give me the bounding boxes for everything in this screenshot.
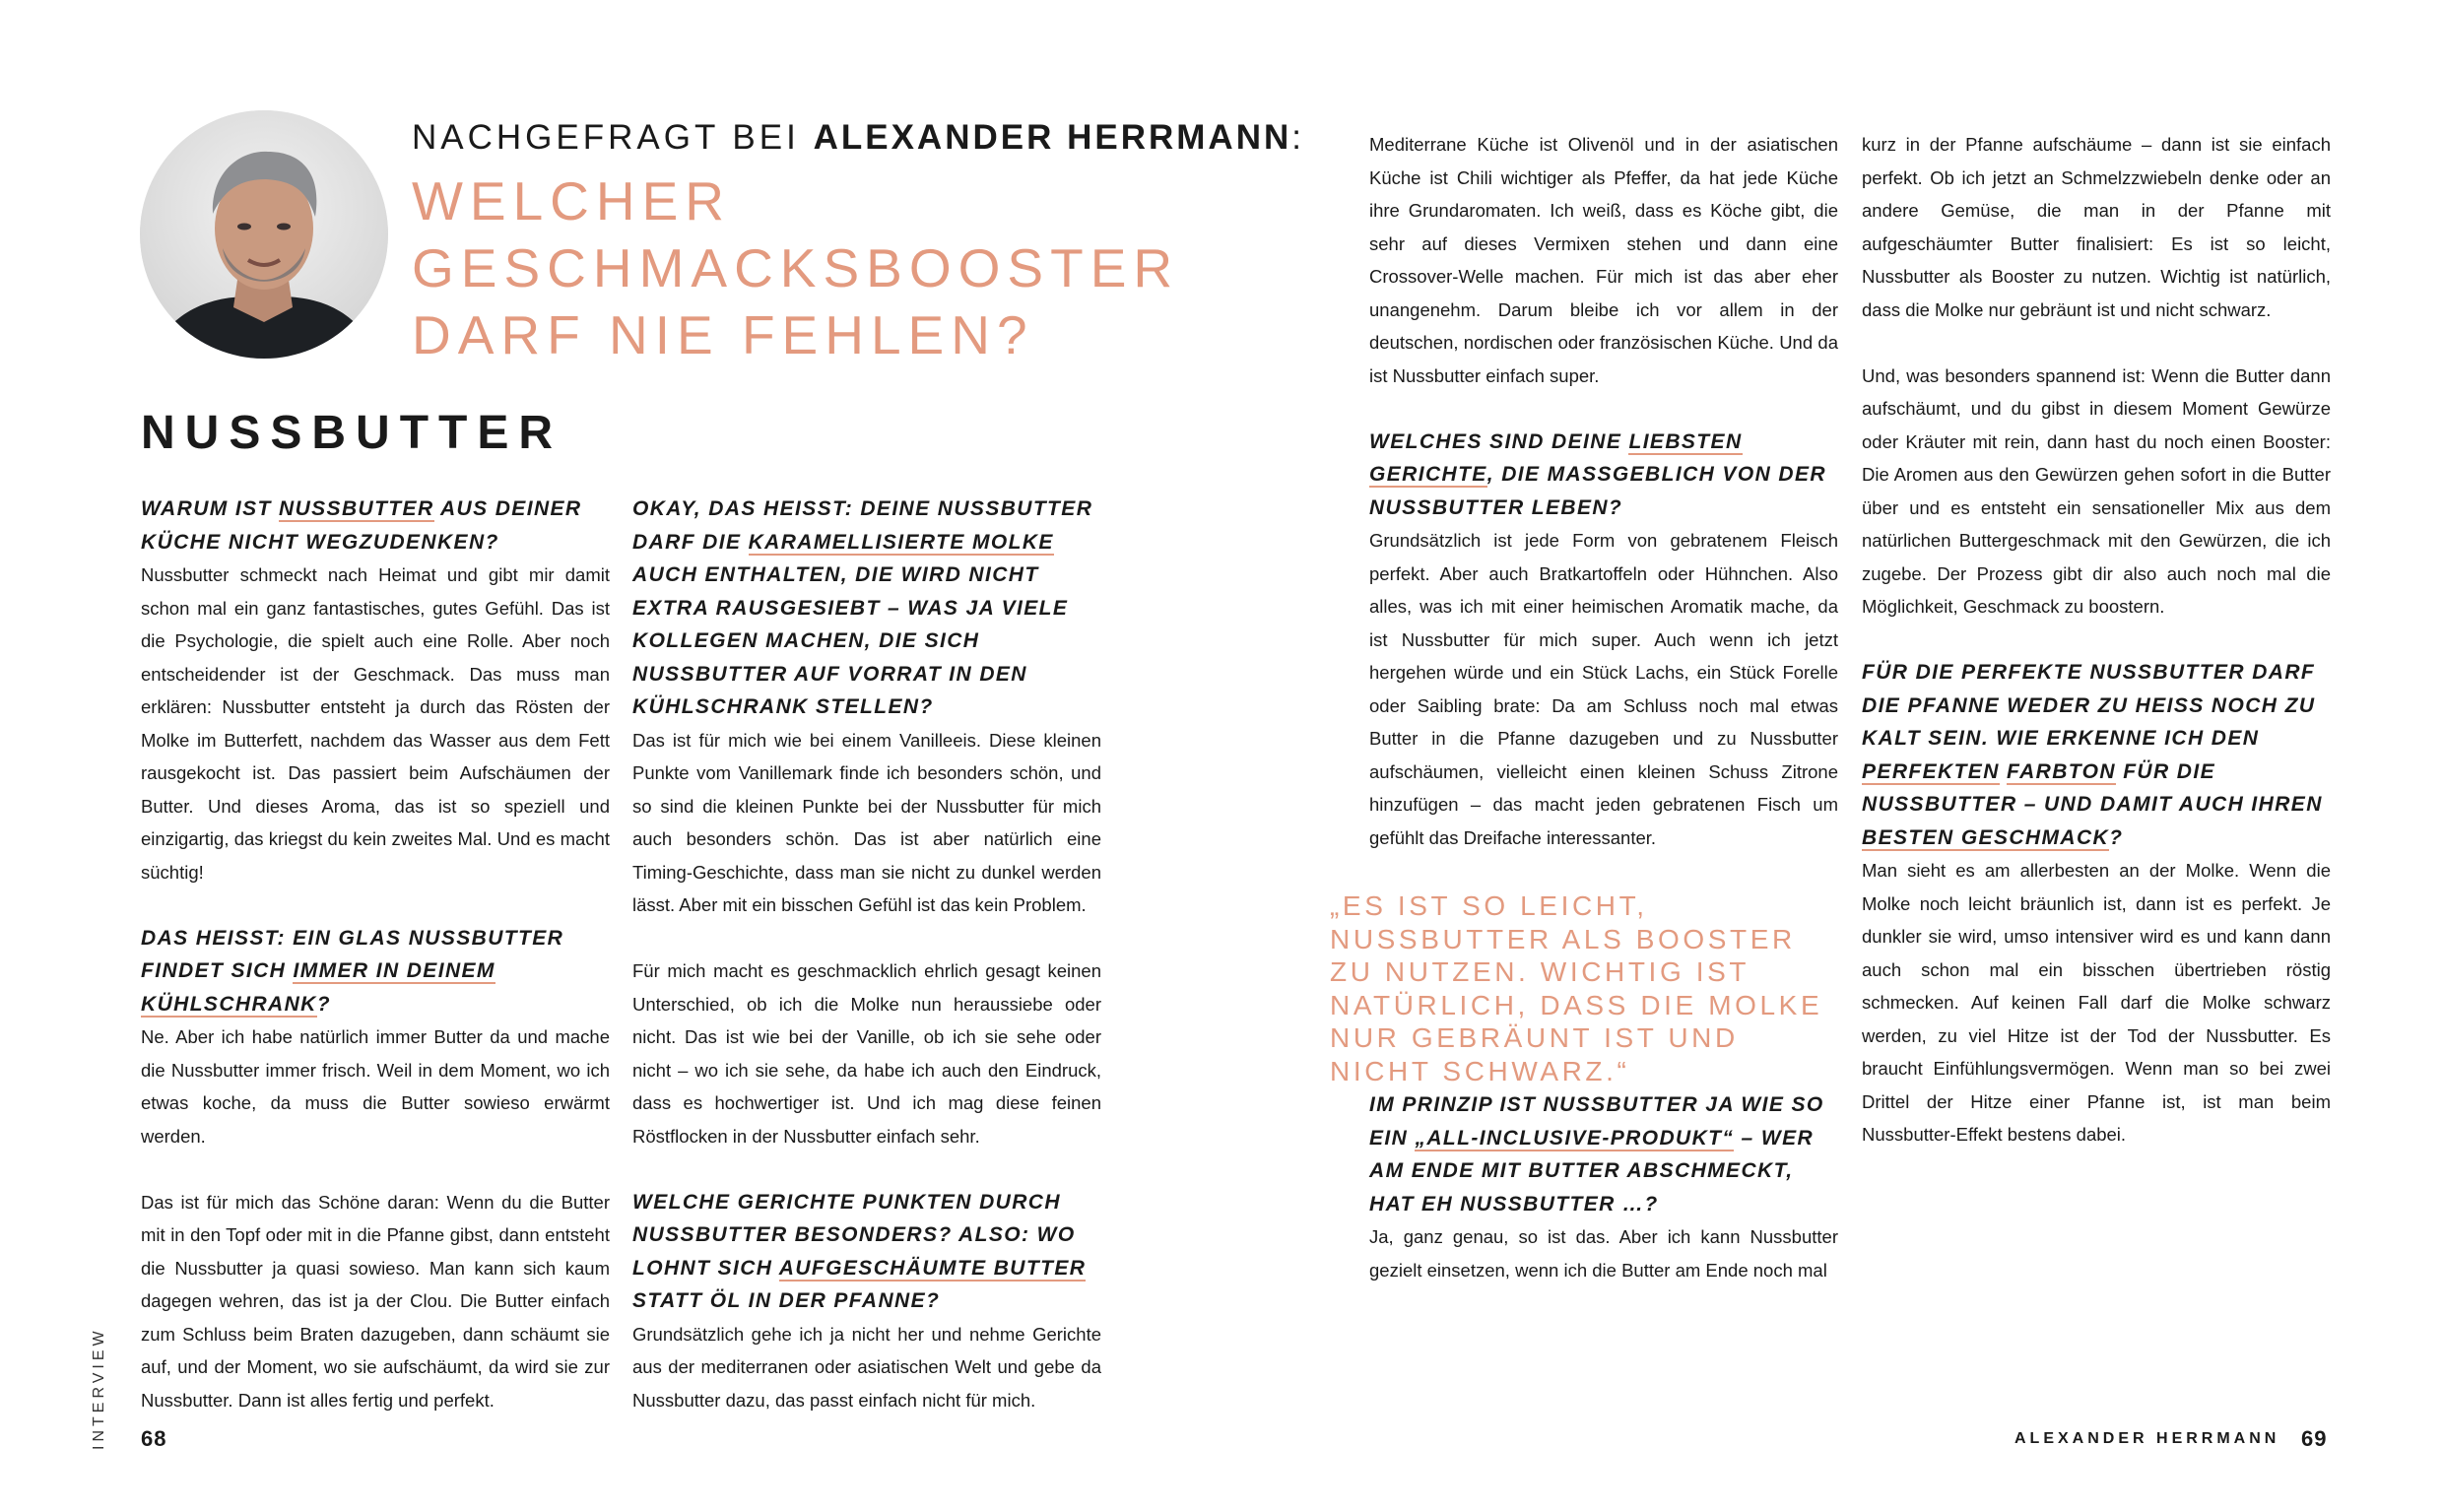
text-column-2 <box>632 493 1101 1416</box>
highlight-term: „ALL-INCLUSIVE-PRODUKT“ <box>1415 1126 1735 1150</box>
interview-pretitle <box>412 118 1305 158</box>
question: IM PRINZIP IST NUSSBUTTER JA WIE SO EIN „ALL-INCLUSIVE-PRODUKT“ – WER AM ENDE MIT BUTTER ABSCHMECKT, HAT EH NUSSBUTTER …? <box>1369 1093 1824 1216</box>
answer: Nussbutter schmeckt nach Heimat und gibt mir damit schon mal ein ganz fantastisches, gutes Gefühl. Das ist die Psychologie, die spielt auch eine Rolle. Aber noch entscheidender ist der Geschmack. Das muss man erklären: Nussbutter entsteht ja durch das Rösten der Molke im Butterfett, nachdem das Wasser aus dem Fett rausgekocht ist. Das passiert beim Aufschäumen der Butter. Und dieses Aroma, das ist so speziell und einzigartig, das kriegst du kein zweites Mal. Und es macht süchtig! <box>141 564 610 883</box>
answer: Man sieht es am allerbesten an der Molke. Wenn die Molke noch leicht bräunlich ist, dann ist es perfekt. Je dunkler sie wird, umso intensiver wird es und kann dann auch schon mal ein bisschen übertrieben röstig schmecken. Auf keinen Fall darf die Molke schwarz werden, zu viel Hitze ist der Tod der Nussbutter. Es braucht Einfühlungsvermögen. Wenn man so bei zwei Drittel der Hitze einer Pfanne ist, ist man beim Nussbutter-Effekt bestens dabei. <box>1862 860 2331 1145</box>
highlight-term: IMMER IN DEINEM <box>293 959 495 982</box>
text-column-4 <box>1862 128 2331 1151</box>
question: WELCHE GERICHTE PUNKTEN DURCH NUSSBUTTER BESONDERS? ALSO: WO LOHNT SICH AUFGESCHÄUMTE BUTTER STATT ÖL IN DER PFANNE? <box>632 1190 1087 1312</box>
headline-line: GESCHMACKSBOOSTER <box>412 237 1180 298</box>
answer: Und, was besonders spannend ist: Wenn die Butter dann aufschäumt, und du gibst in diesem Moment Gewürze oder Kräuter mit rein, dann hast du noch einen Booster: Die Aromen aus den Gewürzen gehen sofort in die Butter über und es entsteht ein sensationeller Mix aus dem natürlichen Buttergeschmack mit den Gewürzen, die ich zugebe. Der Prozess gibt dir also auch noch mal die Möglichkeit, Geschmack zu boostern. <box>1862 364 2331 617</box>
text-column-3 <box>1369 128 1838 854</box>
highlight-term: LIEBSTEN GERICHTE <box>1369 429 1743 486</box>
section-title: NUSSBUTTER <box>141 407 563 459</box>
answer: Ja, ganz genau, so ist das. Aber ich kann Nussbutter gezielt einsetzen, wenn ich die Butter am Ende noch mal <box>1369 1226 1838 1281</box>
pretitle-plain: NACHGEFRAGT BEI <box>412 118 814 157</box>
question: WELCHES SIND DEINE LIEBSTEN GERICHTE, DIE MASSGEBLICH VON DER NUSSBUTTER LEBEN? <box>1369 429 1826 519</box>
answer: Das ist für mich das Schöne daran: Wenn du die Butter mit in den Topf oder mit in die Pfanne gibst, dann entsteht die Nussbutter ja quasi sowieso. Man kann sich kaum dagegen wehren, das ist ja der Clou. Die Butter einfach zum Schluss beim Braten dazugeben, dann schäumt sie auf, und der Moment, wo sie aufschäumt, da wird sie zur Nussbutter. Dann ist alles fertig und perfekt. <box>141 1191 610 1411</box>
highlight-term: NUSSBUTTER <box>279 497 434 520</box>
pretitle-colon: : <box>1291 118 1305 157</box>
portrait-image <box>140 110 388 359</box>
page-number-right: 69 <box>2301 1426 2328 1451</box>
section-side-label: INTERVIEW <box>91 1327 107 1450</box>
headline-line: DARF NIE FEHLEN? <box>412 304 1034 365</box>
answer: Mediterrane Küche ist Olivenöl und in der asiatischen Küche ist Chili wichtiger als Pfeffer, da hat jede Küche ihre Grundaromaten. Ich weiß, dass es Köche gibt, die sehr auf dieses Vermixen stehen und dann eine Crossover-Welle machen. Für mich ist das aber eher unangenehm. Darum bleibe ich vor allem in der deutschen, nordischen oder französischen Küche. Und da ist Nussbutter einfach super. <box>1369 134 1838 386</box>
highlight-term: PERFEKTEN <box>1862 759 2000 783</box>
question: FÜR DIE PERFEKTE NUSSBUTTER DARF DIE PFANNE WEDER ZU HEISS NOCH ZU KALT SEIN. WIE ERKENNE ICH DEN PERFEKTEN FARBTON FÜR DIE NUSSBUTTER – UND DAMIT AUCH IHREN BESTEN GESCHMACK? <box>1862 661 2323 849</box>
answer: kurz in der Pfanne aufschäume – dann ist sie einfach perfekt. Ob ich jetzt an Schmelzzwiebeln denke oder an andere Gemüse, die man in der Pfanne mit aufgeschäumter Butter finalisiert: Es ist so leicht, Nussbutter als Booster zu nutzen. Wichtig ist natürlich, dass die Molke nur gebräunt ist und nicht schwarz. <box>1862 134 2331 320</box>
headline-line: WELCHER <box>412 170 732 231</box>
headline <box>412 167 1179 368</box>
highlight-term: KARAMELLISIERTE MOLKE <box>748 530 1054 554</box>
answer: Das ist für mich wie bei einem Vanilleeis. Diese kleinen Punkte vom Vanillemark finde ich besonders schön, und so sind die kleinen Punkte bei der Nussbutter für mich auch besonders schön. Das ist aber natürlich eine Timing-Geschichte, dass man sie nicht zu dunkel werden lässt. Aber mit ein bisschen Gefühl ist das kein Problem. <box>632 729 1101 915</box>
question: WARUM IST NUSSBUTTER AUS DEINER KÜCHE NICHT WEGZUDENKEN? <box>141 497 582 554</box>
highlight-term: FARBTON <box>2007 759 2116 783</box>
highlight-term: KÜHLSCHRANK <box>141 992 317 1016</box>
answer: Ne. Aber ich habe natürlich immer Butter da und mache die Nussbutter immer frisch. Weil in dem Moment, wo ich etwas koche, da muss die Butter sowieso erwärmt werden. <box>141 1026 610 1147</box>
answer: Grundsätzlich ist jede Form von gebratenem Fleisch perfekt. Aber auch Bratkartoffeln oder Hühnchen. Also alles, was ich mit einer heimischen Aromatik mache, da ist Nussbutter für mich super. Auch wenn ich jetzt hergehen würde und ein Stück Lachs, ein Stück Forelle oder Saibling brate: Da am Schluss noch mal etwas Butter in die Pfanne dazugeben und zu Nussbutter aufschäumen, vielleicht einen kleinen Schuss Zitrone hinzufügen – das macht jeden gebratenen Fisch um gefühlt das Dreifache interessanter. <box>1369 530 1838 848</box>
text-column-1 <box>141 493 610 1416</box>
interviewee-name: ALEXANDER HERRMANN <box>813 118 1292 157</box>
text-column-3-continued <box>1369 1088 1838 1286</box>
pull-quote: „ES IST SO LEICHT, NUSSBUTTER ALS BOOSTER ZU NUTZEN. WICHTIG IST NATÜRLICH, DASS DIE MOLKE NUR GEBRÄUNT IST UND NICHT SCHWARZ.“ <box>1330 890 1823 1086</box>
highlight-term: BESTEN GESCHMACK <box>1862 825 2110 849</box>
question: OKAY, DAS HEISST: DEINE NUSSBUTTER DARF DIE KARAMELLISIERTE MOLKE AUCH ENTHALTEN, DIE WIRD NICHT EXTRA RAUSGESIEBT – WAS JA VIELE KOLLEGEN MACHEN, DIE SICH NUSSBUTTER AUF VORRAT IN DEN KÜHLSCHRANK STELLEN? <box>632 497 1093 718</box>
highlight-term: AUFGESCHÄUMTE BUTTER <box>778 1256 1087 1280</box>
question: DAS HEISST: EIN GLAS NUSSBUTTER FINDET SICH IMMER IN DEINEM KÜHLSCHRANK? <box>141 926 564 1016</box>
running-head: ALEXANDER HERRMANN <box>2014 1430 2280 1447</box>
answer: Für mich macht es geschmacklich ehrlich gesagt keinen Unterschied, ob ich die Molke nun heraussiebe oder nicht. Das ist wie bei der Vanille, ob ich sie sehe oder nicht – wo ich sie sehe, da habe ich auch den Eindruck, dass es hochwertiger ist. Und ich mag diese feinen Röstflocken in der Nussbutter einfach sehr. <box>632 960 1101 1147</box>
page-number-left: 68 <box>141 1426 167 1451</box>
answer: Grundsätzlich gehe ich ja nicht her und nehme Gerichte aus der mediterranen oder asiatischen Welt und gebe da Nussbutter dazu, das passt einfach nicht für mich. <box>632 1323 1101 1411</box>
author-portrait <box>140 110 388 359</box>
